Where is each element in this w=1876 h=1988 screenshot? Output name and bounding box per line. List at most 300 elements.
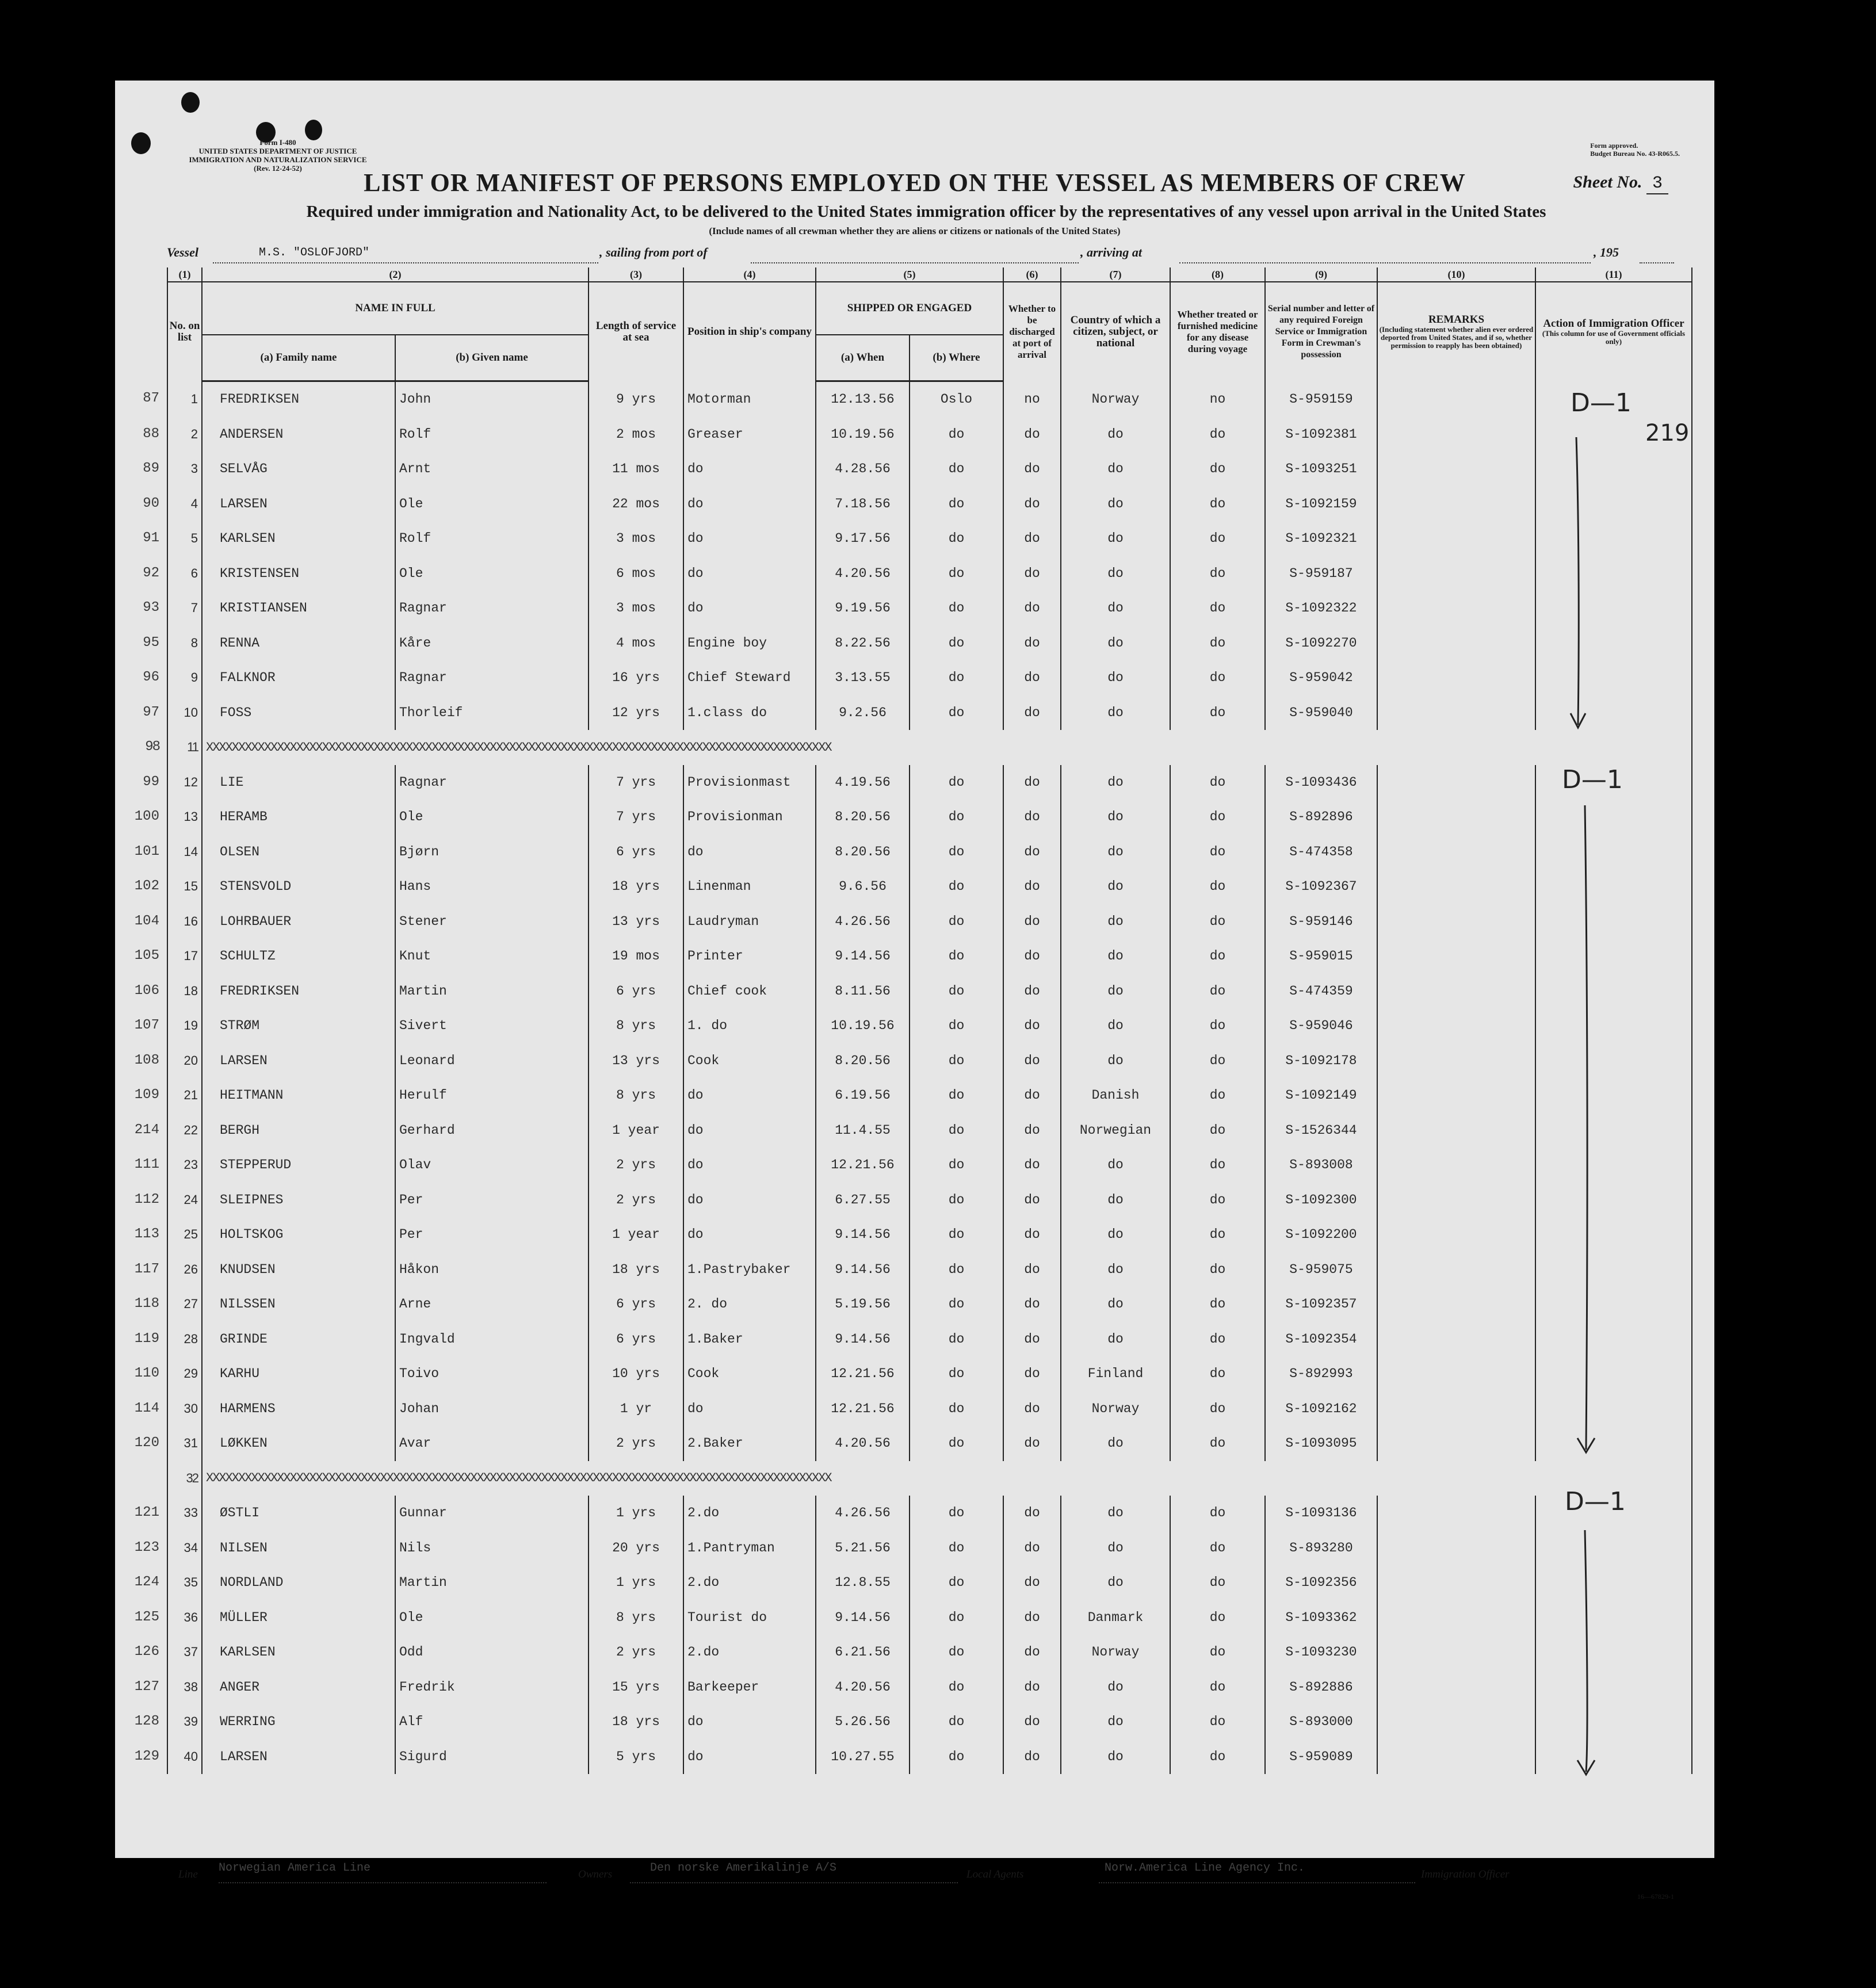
row-number: 3 bbox=[190, 461, 198, 476]
cell-disch: do bbox=[1003, 904, 1061, 939]
row-number: 11 bbox=[187, 740, 198, 755]
cell-treated: do bbox=[1170, 1078, 1265, 1113]
cell-country: do bbox=[1061, 765, 1170, 800]
cell-serial: S-1092162 bbox=[1265, 1391, 1377, 1427]
cell-given: Gunnar bbox=[395, 1496, 589, 1531]
row-number: 22 bbox=[184, 1122, 198, 1137]
col-num: (11) bbox=[1535, 267, 1692, 282]
cell-length: 5 yrs bbox=[589, 1740, 683, 1775]
cell-family: LARSEN bbox=[202, 1740, 395, 1775]
cell-given: Arne bbox=[395, 1287, 589, 1322]
cell-length: 1 year bbox=[589, 1217, 683, 1252]
cell-given: Per bbox=[395, 1217, 589, 1252]
cell-length: 18 yrs bbox=[589, 869, 683, 904]
owners-label: Owners bbox=[578, 1868, 613, 1880]
cell-family: SLEIPNES bbox=[202, 1183, 395, 1218]
cell-given: Håkon bbox=[395, 1252, 589, 1287]
margin-annotation: 112 bbox=[134, 1191, 159, 1207]
cell-disch: do bbox=[1003, 869, 1061, 904]
cell-position: do bbox=[683, 1183, 816, 1218]
cell-country: do bbox=[1061, 869, 1170, 904]
cell-country: Norway bbox=[1061, 1635, 1170, 1670]
agents-value: Norw.America Line Agency Inc. bbox=[1105, 1861, 1305, 1875]
agents-label: Local Agents bbox=[966, 1868, 1024, 1880]
cell-when: 4.28.56 bbox=[816, 452, 910, 487]
header-where: (b) Where bbox=[910, 335, 1003, 381]
cell-where: do bbox=[910, 1252, 1003, 1287]
cell-serial: S-1092178 bbox=[1265, 1043, 1377, 1079]
budget-number: Budget Bureau No. 43-R065.5. bbox=[1590, 150, 1680, 158]
cell-treated: do bbox=[1170, 1531, 1265, 1566]
cell-serial: S-959089 bbox=[1265, 1740, 1377, 1775]
cell-family: NORDLAND bbox=[202, 1565, 395, 1600]
cell-disch: do bbox=[1003, 1635, 1061, 1670]
row-number: 23 bbox=[184, 1157, 198, 1172]
cell-treated: do bbox=[1170, 660, 1265, 695]
cell-where: do bbox=[910, 869, 1003, 904]
cell-length: 6 yrs bbox=[589, 1322, 683, 1357]
footer bbox=[178, 1861, 1674, 1891]
cell-given: Bjørn bbox=[395, 835, 589, 870]
cell-treated: do bbox=[1170, 626, 1265, 661]
cell-length: 9 yrs bbox=[589, 381, 683, 417]
cell-position: 1.class do bbox=[683, 695, 816, 731]
cell-length: 16 yrs bbox=[589, 660, 683, 695]
cell-when: 9.19.56 bbox=[816, 591, 910, 626]
cell-serial: S-1092357 bbox=[1265, 1287, 1377, 1322]
cell-position: 2.do bbox=[683, 1635, 816, 1670]
row-number: 5 bbox=[190, 531, 198, 546]
row-number: 30 bbox=[184, 1401, 198, 1416]
cell-where: do bbox=[910, 1008, 1003, 1043]
margin-annotation: 110 bbox=[134, 1366, 159, 1381]
cell-when: 10.19.56 bbox=[816, 1008, 910, 1043]
row-number: 13 bbox=[184, 809, 198, 824]
cell-position: do bbox=[683, 1217, 816, 1252]
cell-where: do bbox=[910, 1600, 1003, 1635]
margin-annotation: 125 bbox=[134, 1609, 159, 1625]
margin-annotation: 92 bbox=[143, 565, 159, 581]
cell-position: do bbox=[683, 521, 816, 556]
cell-country: Norwegian bbox=[1061, 1113, 1170, 1148]
cell-where: do bbox=[910, 939, 1003, 974]
cell-disch: do bbox=[1003, 1148, 1061, 1183]
cell-disch: do bbox=[1003, 660, 1061, 695]
cell-serial: S-1092321 bbox=[1265, 521, 1377, 556]
cell-length: 3 mos bbox=[589, 521, 683, 556]
cell-position: do bbox=[683, 452, 816, 487]
header-family-name: (a) Family name bbox=[202, 335, 395, 381]
cell-treated: do bbox=[1170, 1565, 1265, 1600]
cell-given: Toivo bbox=[395, 1356, 589, 1391]
cell-position: Printer bbox=[683, 939, 816, 974]
cell-given: Stener bbox=[395, 904, 589, 939]
cell-length: 7 yrs bbox=[589, 765, 683, 800]
cell-length: 19 mos bbox=[589, 939, 683, 974]
row-number: 26 bbox=[184, 1261, 198, 1276]
cell-given: Kåre bbox=[395, 626, 589, 661]
margin-annotation: 97 bbox=[143, 704, 159, 720]
cell-treated: do bbox=[1170, 1391, 1265, 1427]
cell-family: LARSEN bbox=[202, 487, 395, 522]
arrow-line bbox=[1585, 805, 1587, 1450]
cell-length: 4 mos bbox=[589, 626, 683, 661]
row-number: 15 bbox=[184, 879, 198, 894]
handwritten-d1: D—1 bbox=[1565, 1487, 1626, 1516]
cell-where: do bbox=[910, 904, 1003, 939]
cell-treated: do bbox=[1170, 835, 1265, 870]
cell-family: LOHRBAUER bbox=[202, 904, 395, 939]
margin-annotation: 124 bbox=[134, 1574, 159, 1590]
page-title: LIST OR MANIFEST OF PERSONS EMPLOYED ON THE VESSEL AS MEMBERS OF CREW bbox=[364, 169, 1466, 197]
cell-treated: do bbox=[1170, 417, 1265, 452]
cell-length: 7 yrs bbox=[589, 800, 683, 835]
cell-family: STEPPERUD bbox=[202, 1148, 395, 1183]
margin-annotation: 111 bbox=[134, 1157, 159, 1172]
cell-country: do bbox=[1061, 939, 1170, 974]
margin-annotation: 87 bbox=[143, 390, 159, 406]
sailing-label: , sailing from port of bbox=[599, 245, 708, 259]
cell-position: Cook bbox=[683, 1043, 816, 1079]
cell-serial: S-1092300 bbox=[1265, 1183, 1377, 1218]
cell-disch: do bbox=[1003, 1322, 1061, 1357]
cell-serial: S-1093362 bbox=[1265, 1600, 1377, 1635]
cell-when: 9.2.56 bbox=[816, 695, 910, 731]
cell-family: WERRING bbox=[202, 1704, 395, 1740]
cell-family: ØSTLI bbox=[202, 1496, 395, 1531]
cell-treated: no bbox=[1170, 381, 1265, 417]
header-no: No. on list bbox=[167, 282, 202, 381]
cell-length: 8 yrs bbox=[589, 1600, 683, 1635]
cell-when: 8.20.56 bbox=[816, 835, 910, 870]
cell-when: 8.11.56 bbox=[816, 974, 910, 1009]
header-name: NAME IN FULL bbox=[202, 282, 589, 335]
cell-when: 4.20.56 bbox=[816, 1426, 910, 1461]
cell-disch: do bbox=[1003, 1113, 1061, 1148]
cell-country: do bbox=[1061, 1670, 1170, 1705]
cell-position: do bbox=[683, 556, 816, 591]
cell-disch: do bbox=[1003, 591, 1061, 626]
cell-serial: S-1093230 bbox=[1265, 1635, 1377, 1670]
cell-position: 1. do bbox=[683, 1008, 816, 1043]
cell-country: do bbox=[1061, 487, 1170, 522]
cell-given: Herulf bbox=[395, 1078, 589, 1113]
cell-disch: do bbox=[1003, 1600, 1061, 1635]
margin-annotation: 128 bbox=[134, 1714, 159, 1729]
cell-country: do bbox=[1061, 417, 1170, 452]
row-number: 8 bbox=[190, 635, 198, 650]
cell-when: 7.18.56 bbox=[816, 487, 910, 522]
row-number: 40 bbox=[184, 1749, 198, 1764]
cell-where: do bbox=[910, 487, 1003, 522]
cell-family: KARHU bbox=[202, 1356, 395, 1391]
department: UNITED STATES DEPARTMENT OF JUSTICE bbox=[198, 147, 357, 155]
cell-given: Rolf bbox=[395, 417, 589, 452]
cell-where: do bbox=[910, 1740, 1003, 1775]
cell-where: do bbox=[910, 1496, 1003, 1531]
cell-treated: do bbox=[1170, 521, 1265, 556]
cell-country: do bbox=[1061, 1008, 1170, 1043]
row-number: 9 bbox=[190, 670, 198, 685]
margin-annotation: 120 bbox=[134, 1435, 159, 1451]
row-number: 10 bbox=[184, 705, 198, 720]
cell-given: Rolf bbox=[395, 521, 589, 556]
row-number: 31 bbox=[184, 1436, 198, 1451]
cell-country: do bbox=[1061, 800, 1170, 835]
cell-given: John bbox=[395, 381, 589, 417]
cell-where: do bbox=[910, 1183, 1003, 1218]
margin-annotation: 91 bbox=[143, 530, 159, 546]
cell-position: Greaser bbox=[683, 417, 816, 452]
cell-family: SELVÅG bbox=[202, 452, 395, 487]
cell-serial: S-893280 bbox=[1265, 1531, 1377, 1566]
cell-treated: do bbox=[1170, 556, 1265, 591]
cell-country: Danish bbox=[1061, 1078, 1170, 1113]
form-code: 16—67829-1 bbox=[1637, 1893, 1674, 1901]
cell-country: do bbox=[1061, 1287, 1170, 1322]
cell-treated: do bbox=[1170, 1496, 1265, 1531]
cell-disch: do bbox=[1003, 695, 1061, 731]
cell-treated: do bbox=[1170, 1704, 1265, 1740]
cell-where: do bbox=[910, 591, 1003, 626]
cell-length: 1 year bbox=[589, 1113, 683, 1148]
margin-annotation: 121 bbox=[134, 1505, 159, 1520]
cell-position: 2.do bbox=[683, 1496, 816, 1531]
cell-disch: do bbox=[1003, 800, 1061, 835]
margin-annotation: 105 bbox=[134, 948, 159, 964]
header-given-name: (b) Given name bbox=[395, 335, 589, 381]
cell-position: Tourist do bbox=[683, 1600, 816, 1635]
cell-treated: do bbox=[1170, 904, 1265, 939]
service-name: IMMIGRATION AND NATURALIZATION SERVICE bbox=[189, 155, 367, 164]
cell-serial: S-1093136 bbox=[1265, 1496, 1377, 1531]
col-num: (7) bbox=[1061, 267, 1170, 282]
cell-when: 12.21.56 bbox=[816, 1391, 910, 1427]
cell-family: FREDRIKSEN bbox=[202, 974, 395, 1009]
cell-position: 1.Baker bbox=[683, 1322, 816, 1357]
col-num: (6) bbox=[1003, 267, 1061, 282]
cell-treated: do bbox=[1170, 1183, 1265, 1218]
cell-family: FOSS bbox=[202, 695, 395, 731]
cell-length: 20 yrs bbox=[589, 1531, 683, 1566]
cell-country: Finland bbox=[1061, 1356, 1170, 1391]
cell-when: 10.27.55 bbox=[816, 1740, 910, 1775]
cell-given: Hans bbox=[395, 869, 589, 904]
margin-annotation: 100 bbox=[134, 809, 159, 824]
revision: (Rev. 12-24-52) bbox=[254, 164, 302, 173]
margin-annotation: 93 bbox=[143, 600, 159, 615]
margin-annotation: 102 bbox=[134, 878, 159, 894]
handwritten-d1: D—1 bbox=[1571, 388, 1632, 418]
cell-family: RENNA bbox=[202, 626, 395, 661]
cell-when: 5.19.56 bbox=[816, 1287, 910, 1322]
cell-family: KRISTENSEN bbox=[202, 556, 395, 591]
cell-given: Gerhard bbox=[395, 1113, 589, 1148]
cell-where: do bbox=[910, 695, 1003, 731]
cell-country: do bbox=[1061, 1704, 1170, 1740]
cell-when: 10.19.56 bbox=[816, 417, 910, 452]
cell-serial: S-1092354 bbox=[1265, 1322, 1377, 1357]
cell-country: do bbox=[1061, 1322, 1170, 1357]
cell-country: do bbox=[1061, 1496, 1170, 1531]
cell-serial: S-1093095 bbox=[1265, 1426, 1377, 1461]
cell-length: 22 mos bbox=[589, 487, 683, 522]
row-number: 28 bbox=[184, 1331, 198, 1346]
cell-when: 9.14.56 bbox=[816, 1600, 910, 1635]
cell-country: do bbox=[1061, 556, 1170, 591]
cell-where: do bbox=[910, 1217, 1003, 1252]
cell-length: 6 yrs bbox=[589, 974, 683, 1009]
cell-country: do bbox=[1061, 521, 1170, 556]
cell-treated: do bbox=[1170, 1217, 1265, 1252]
row-number: 35 bbox=[184, 1575, 198, 1590]
cell-serial: S-959040 bbox=[1265, 695, 1377, 731]
row-number: 19 bbox=[184, 1018, 198, 1033]
margin-annotation: 119 bbox=[134, 1331, 159, 1347]
cell-serial: S-959159 bbox=[1265, 381, 1377, 417]
cell-where: do bbox=[910, 1356, 1003, 1391]
cell-serial: S-892886 bbox=[1265, 1670, 1377, 1705]
cell-where: do bbox=[910, 1043, 1003, 1079]
cell-family: NILSSEN bbox=[202, 1287, 395, 1322]
cell-when: 9.14.56 bbox=[816, 1217, 910, 1252]
handwritten-number: 219 bbox=[1645, 420, 1690, 446]
cell-family: HOLTSKOG bbox=[202, 1217, 395, 1252]
cell-length: 2 yrs bbox=[589, 1183, 683, 1218]
handwritten-d1: D—1 bbox=[1562, 765, 1623, 794]
header-serial: Serial number and letter of any required Foreign Service or Immigration Form in Crewman's possession bbox=[1265, 282, 1377, 381]
row-number: 34 bbox=[184, 1540, 198, 1555]
cell-disch: no bbox=[1003, 381, 1061, 417]
cell-when: 8.20.56 bbox=[816, 800, 910, 835]
cell-serial: S-959042 bbox=[1265, 660, 1377, 695]
cell-country: do bbox=[1061, 660, 1170, 695]
cell-position: Chief cook bbox=[683, 974, 816, 1009]
officer-label: Immigration Officer bbox=[1421, 1868, 1510, 1880]
cell-country: do bbox=[1061, 1183, 1170, 1218]
margin-annotation: 117 bbox=[134, 1261, 159, 1277]
cell-where: do bbox=[910, 626, 1003, 661]
cell-disch: do bbox=[1003, 765, 1061, 800]
year-label: , 195 bbox=[1594, 245, 1619, 259]
cell-given: Martin bbox=[395, 1565, 589, 1600]
cell-treated: do bbox=[1170, 765, 1265, 800]
cell-given: Martin bbox=[395, 974, 589, 1009]
cell-serial: S-474358 bbox=[1265, 835, 1377, 870]
cell-serial: S-1093251 bbox=[1265, 452, 1377, 487]
cell-where: do bbox=[910, 1113, 1003, 1148]
cell-disch: do bbox=[1003, 452, 1061, 487]
cell-serial: S-1092381 bbox=[1265, 417, 1377, 452]
cell-given: Leonard bbox=[395, 1043, 589, 1079]
cell-given: Olav bbox=[395, 1148, 589, 1183]
cell-family: SCHULTZ bbox=[202, 939, 395, 974]
row-number: 12 bbox=[184, 774, 198, 789]
cell-length: 2 mos bbox=[589, 417, 683, 452]
cell-when: 5.21.56 bbox=[816, 1531, 910, 1566]
cell-given: Ragnar bbox=[395, 765, 589, 800]
cell-where: do bbox=[910, 556, 1003, 591]
action-title: Action of Immigration Officer bbox=[1543, 317, 1684, 330]
cell-given: Per bbox=[395, 1183, 589, 1218]
cell-serial: S-959187 bbox=[1265, 556, 1377, 591]
cell-when: 8.20.56 bbox=[816, 1043, 910, 1079]
cell-serial: S-1092149 bbox=[1265, 1078, 1377, 1113]
cell-serial: S-1526344 bbox=[1265, 1113, 1377, 1148]
col-num: (5) bbox=[816, 267, 1003, 282]
cell-disch: do bbox=[1003, 1217, 1061, 1252]
cell-serial: S-959146 bbox=[1265, 904, 1377, 939]
action-note: (This column for use of Government officials only) bbox=[1542, 328, 1686, 346]
cell-length: 1 yr bbox=[589, 1391, 683, 1427]
cell-length: 6 mos bbox=[589, 556, 683, 591]
cell-disch: do bbox=[1003, 1531, 1061, 1566]
margin-annotation: 108 bbox=[134, 1052, 159, 1068]
cell-country: do bbox=[1061, 695, 1170, 731]
margin-annotation: 114 bbox=[134, 1400, 159, 1416]
cell-position: do bbox=[683, 835, 816, 870]
cell-country: do bbox=[1061, 835, 1170, 870]
cell-country: do bbox=[1061, 452, 1170, 487]
cell-country: do bbox=[1061, 1148, 1170, 1183]
header-discharged: Whether to be discharged at port of arrival bbox=[1003, 282, 1061, 381]
header-treated: Whether treated or furnished medicine for any disease during voyage bbox=[1170, 282, 1265, 381]
margin-annotation: 129 bbox=[134, 1748, 159, 1764]
cell-country: do bbox=[1061, 1217, 1170, 1252]
row-number: 32 bbox=[186, 1470, 198, 1485]
cell-when: 5.26.56 bbox=[816, 1704, 910, 1740]
arriving-label: , arriving at bbox=[1080, 245, 1142, 259]
cell-country: do bbox=[1061, 1531, 1170, 1566]
row-number: 18 bbox=[184, 983, 198, 998]
cell-when: 12.13.56 bbox=[816, 381, 910, 417]
cell-given: Ole bbox=[395, 487, 589, 522]
cell-when: 9.14.56 bbox=[816, 939, 910, 974]
cell-treated: do bbox=[1170, 939, 1265, 974]
cell-where: do bbox=[910, 1670, 1003, 1705]
cell-length: 13 yrs bbox=[589, 904, 683, 939]
cell-position: Engine boy bbox=[683, 626, 816, 661]
cell-country: Norway bbox=[1061, 1391, 1170, 1427]
cell-family: ANDERSEN bbox=[202, 417, 395, 452]
cell-disch: do bbox=[1003, 1670, 1061, 1705]
handwritten-arrows bbox=[115, 81, 1714, 1858]
cell-serial: S-959015 bbox=[1265, 939, 1377, 974]
cell-treated: do bbox=[1170, 1148, 1265, 1183]
cell-given: Thorleif bbox=[395, 695, 589, 731]
cell-disch: do bbox=[1003, 417, 1061, 452]
cell-where: do bbox=[910, 1287, 1003, 1322]
cell-position: do bbox=[683, 1078, 816, 1113]
cell-length: 18 yrs bbox=[589, 1252, 683, 1287]
cell-length: 18 yrs bbox=[589, 1704, 683, 1740]
cell-when: 11.4.55 bbox=[816, 1113, 910, 1148]
col-num: (4) bbox=[683, 267, 816, 282]
cell-disch: do bbox=[1003, 1183, 1061, 1218]
cell-treated: do bbox=[1170, 1008, 1265, 1043]
sheet-number: 3 bbox=[1646, 174, 1668, 194]
margin-annotation: 89 bbox=[143, 461, 159, 476]
margin-annotation: 109 bbox=[134, 1087, 159, 1103]
row-number: 7 bbox=[190, 601, 198, 615]
header-shipped: SHIPPED OR ENGAGED bbox=[816, 282, 1003, 335]
cell-country: Norway bbox=[1061, 381, 1170, 417]
cell-position: do bbox=[683, 487, 816, 522]
cell-serial: S-959075 bbox=[1265, 1252, 1377, 1287]
cell-treated: do bbox=[1170, 1670, 1265, 1705]
cell-length: 8 yrs bbox=[589, 1078, 683, 1113]
cell-position: do bbox=[683, 591, 816, 626]
